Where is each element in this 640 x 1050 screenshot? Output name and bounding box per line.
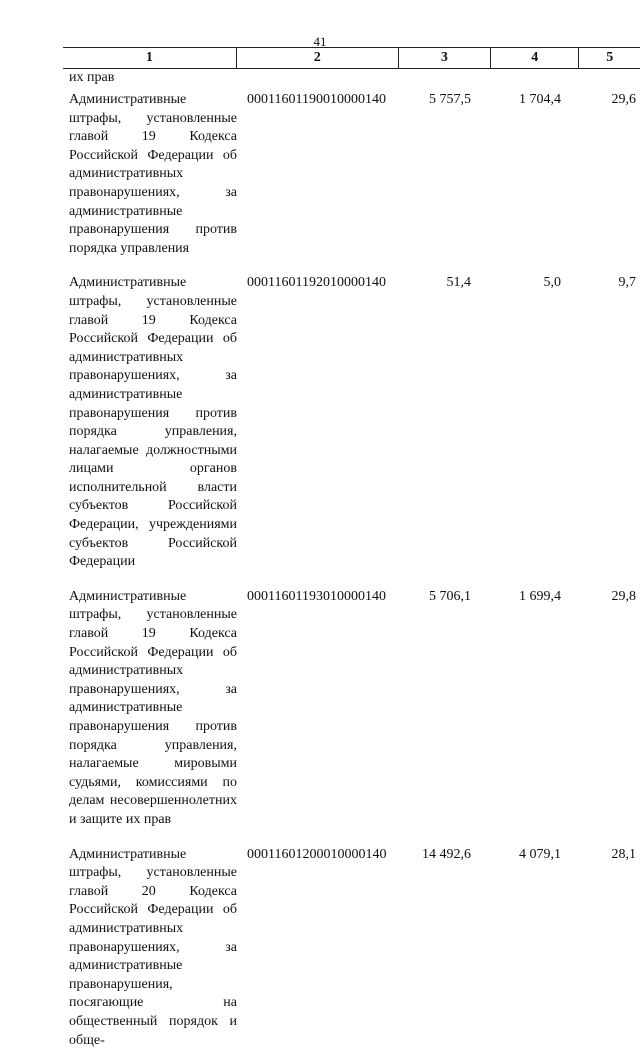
row-name: Административные штрафы, установленные главой 19 Кодекса Российской Федерации об административных правонарушениях, за административные правонарушения против порядка управления, налагаемые мировыми судьями, комиссиями по делам несовершеннолетних и защите их прав [69, 588, 237, 827]
row-value-3: 5 706,1 [429, 588, 471, 604]
page-number: 41 [313, 34, 327, 49]
continuation-text: их прав [69, 70, 115, 85]
row-value-4: 1 699,4 [519, 588, 561, 604]
table-header [63, 47, 640, 69]
row-value-5: 29,8 [611, 588, 636, 604]
row-code: 00011601190010000140 [247, 92, 386, 107]
table-row [63, 91, 640, 258]
row-value-4: 5,0 [543, 275, 561, 291]
row-code: 00011601192010000140 [247, 275, 386, 291]
row-value-3: 14 492,6 [422, 846, 471, 862]
column-header-5: 5 [606, 50, 614, 65]
row-code: 00011601193010000140 [247, 588, 386, 604]
row-value-4: 1 704,4 [519, 92, 561, 107]
column-header-3: 3 [399, 48, 491, 68]
row-value-4: 4 079,1 [519, 846, 561, 862]
row-value-5: 28,1 [611, 846, 636, 862]
row-value-3: 5 757,5 [429, 92, 471, 107]
row-name: Административные штрафы, установленные главой 19 Кодекса Российской Федерации об административных правонарушениях, за административные правонарушения против порядка управления, налагаемые должностными лицами органов исполнительной власти субъектов Российской Федерации, учреждениями субъектов Российской Федерации [69, 275, 237, 570]
row-value-5: 9,7 [618, 275, 636, 291]
budget-table [63, 47, 640, 1050]
row-name: Административные штрафы, установленные главой 20 Кодекса Российской Федерации об административных правонарушениях, за административные правонарушения, посягающие на общественный порядок и обще- [69, 846, 237, 1048]
row-name: Административные штрафы, установленные главой 19 Кодекса Российской Федерации об административных правонарушениях, за административные правонарушения против порядка управления [69, 92, 237, 256]
table-row [63, 846, 640, 1050]
row-value-3: 51,4 [446, 275, 471, 291]
column-header-1: 1 [63, 48, 237, 68]
column-header-4: 4 [491, 48, 579, 68]
table-row [63, 274, 640, 572]
row-value-5: 29,6 [611, 92, 636, 107]
column-header-2: 2 [237, 48, 399, 68]
table-row [63, 588, 640, 830]
row-code: 00011601200010000140 [247, 846, 387, 862]
